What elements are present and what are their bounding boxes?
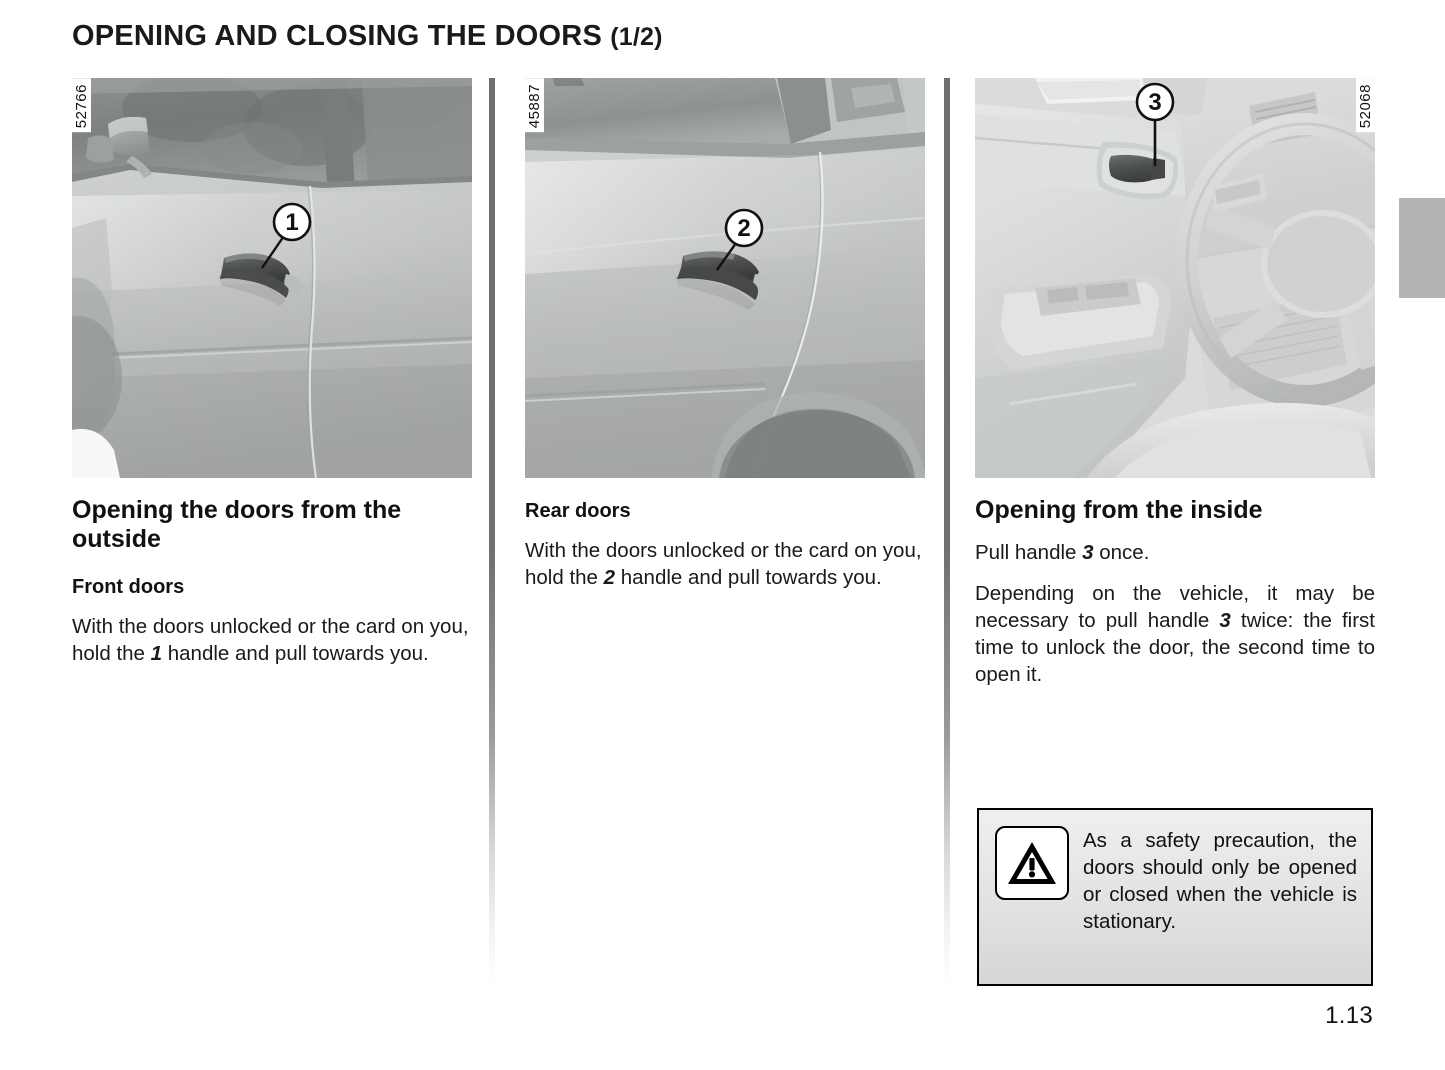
- interior-drawing: [975, 78, 1375, 478]
- paragraph-text-post: handle and pull towards you.: [162, 642, 429, 666]
- depending-on-vehicle-paragraph: [975, 580, 1375, 688]
- column-rear-doors: [525, 78, 925, 591]
- page-title-fraction: (1/2): [610, 23, 663, 51]
- page-title-main: OPENING AND CLOSING THE DOORS: [72, 20, 602, 52]
- chapter-thumb-tab: [1399, 198, 1445, 298]
- paragraph-text-post: once.: [1093, 541, 1150, 564]
- safety-warning-box: [977, 808, 1373, 986]
- paragraph-text-pre: With the doors unlocked or the card on you, hold the: [525, 539, 922, 590]
- image-reference-number: 52766: [72, 78, 91, 132]
- column-inside-opening: [975, 78, 1375, 688]
- image-reference-number: 45887: [525, 78, 544, 132]
- paragraph-text-pre: Depending on the vehicle, it may be necessary to pull handle: [975, 582, 1375, 633]
- section-heading: Opening the doors from the outside: [72, 496, 402, 553]
- svg-text:3: 3: [1148, 89, 1162, 116]
- paragraph-text-pre: Pull handle: [975, 541, 1083, 564]
- rear-door-drawing: [525, 78, 925, 478]
- column-separator-1: [489, 78, 495, 988]
- handle-reference-number: 3: [1219, 609, 1231, 633]
- svg-text:1: 1: [285, 209, 299, 236]
- handle-reference-number: 3: [1082, 541, 1094, 564]
- column-front-doors: [72, 78, 472, 667]
- front-doors-paragraph: [72, 613, 472, 667]
- subsection-heading: Rear doors: [525, 500, 631, 522]
- illustration-rear-door-exterior: [525, 78, 925, 478]
- paragraph-text-pre: With the doors unlocked or the card on you, hold the: [72, 615, 469, 666]
- subsection-heading: Front doors: [72, 576, 185, 598]
- illustration-interior-door-handle: [975, 78, 1375, 478]
- svg-text:2: 2: [737, 215, 751, 242]
- pull-handle-paragraph: [975, 539, 1375, 566]
- handle-reference-number: 1: [150, 642, 163, 666]
- page-number: 1.13: [1325, 1002, 1373, 1029]
- rear-doors-paragraph: [525, 537, 925, 591]
- front-door-drawing: [72, 78, 472, 478]
- warning-message: As a safety precaution, the doors should only be opened or closed when the vehicle is stationary.: [1083, 829, 1357, 933]
- image-reference-number: 52068: [1356, 78, 1375, 132]
- column-separator-2: [944, 78, 950, 988]
- paragraph-text-post: twice: the first time to unlock the door, the second time to open it.: [975, 609, 1376, 687]
- handle-reference-number: 2: [603, 566, 616, 590]
- section-heading: Opening from the inside: [975, 496, 1263, 524]
- page-title: [72, 20, 663, 53]
- paragraph-text-post: handle and pull towards you.: [615, 566, 882, 590]
- warning-triangle-icon: [995, 826, 1069, 900]
- illustration-front-door-exterior: [72, 78, 472, 478]
